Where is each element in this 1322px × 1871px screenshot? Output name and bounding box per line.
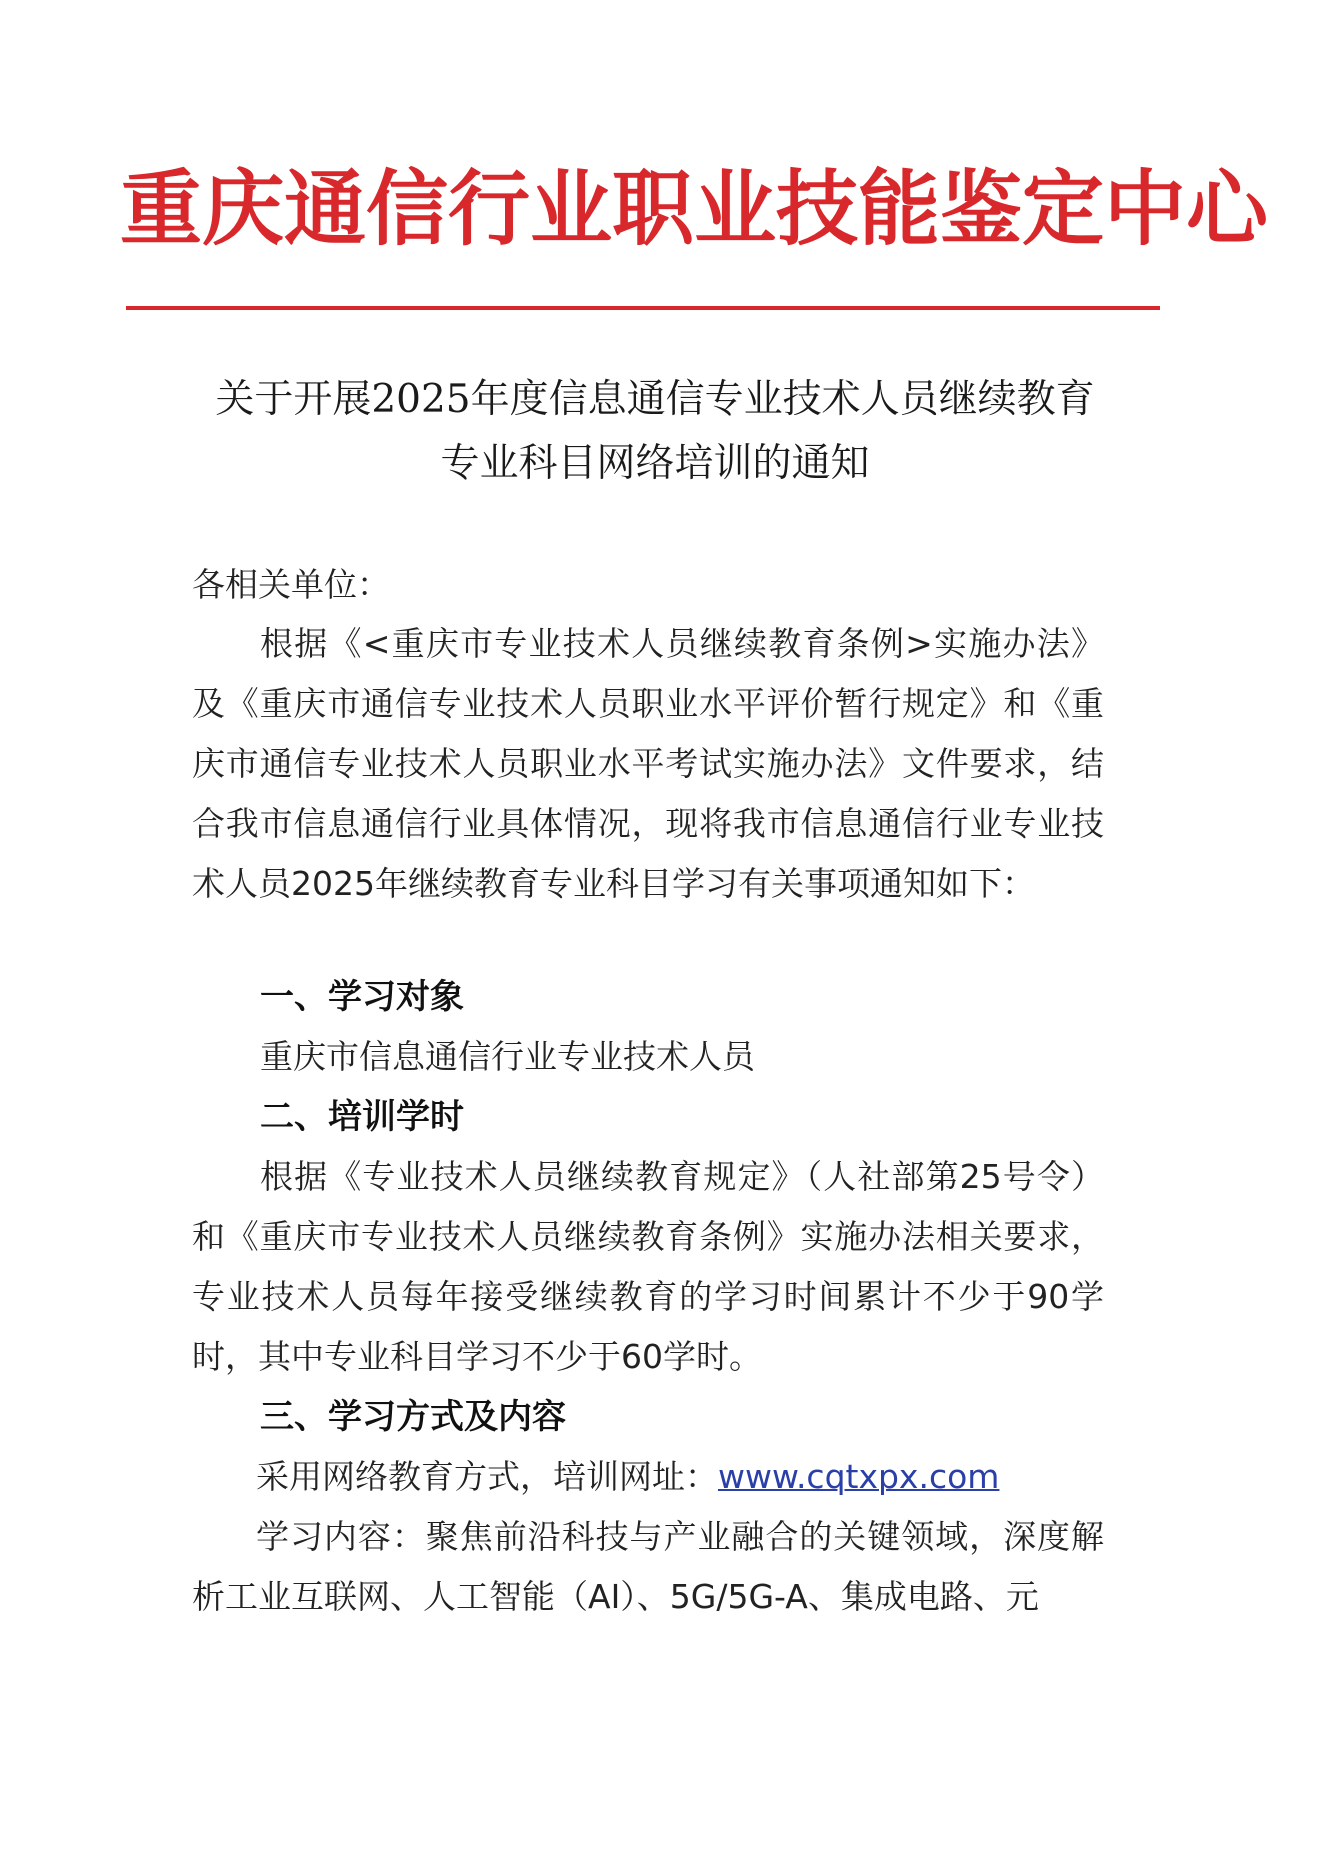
masthead-title: 重庆通信行业职业技能鉴定中心 [120,162,1269,257]
section-heading-study-target: 一、学习对象 [260,977,464,1017]
notice-title-line-1: 关于开展2025年度信息通信专业技术人员继续教育 [215,377,1095,422]
masthead-divider [126,306,1160,310]
section-text-study-target: 重庆市信息通信行业专业技术人员 [260,1037,755,1076]
training-website-link[interactable]: www.cqtxpx.com [718,1457,1000,1496]
salutation: 各相关单位： [192,565,390,604]
study-method-line [256,1447,1106,1507]
section-heading-training-hours: 二、培训学时 [260,1097,464,1137]
study-content-paragraph: 学习内容：聚焦前沿科技与产业融合的关键领域，深度解析工业互联网、人工智能（AI）、5G/5G-A、集成电路、元 [192,1517,1104,1616]
section-heading-study-method: 三、学习方式及内容 [260,1397,566,1437]
section-text-training-hours: 根据《专业技术人员继续教育规定》（人社部第25号令）和《重庆市专业技术人员继续教育条例》实施办法相关要求，专业技术人员每年接受继续教育的学习时间累计不少于90学时，其中专业科目学习不少于60学时。 [192,1157,1104,1376]
notice-title-line-2: 专业科目网络培训的通知 [440,441,870,486]
study-method-text: 采用网络教育方式，培训网址： [256,1457,718,1496]
intro-paragraph: 根据《<重庆市专业技术人员继续教育条例>实施办法》及《重庆市通信专业技术人员职业水平评价暂行规定》和《重庆市通信专业技术人员职业水平考试实施办法》文件要求，结合我市信息通信行业具体情况，现将我市信息通信行业专业技术人员2025年继续教育专业科目学习有关事项通知如下： [192,624,1104,903]
